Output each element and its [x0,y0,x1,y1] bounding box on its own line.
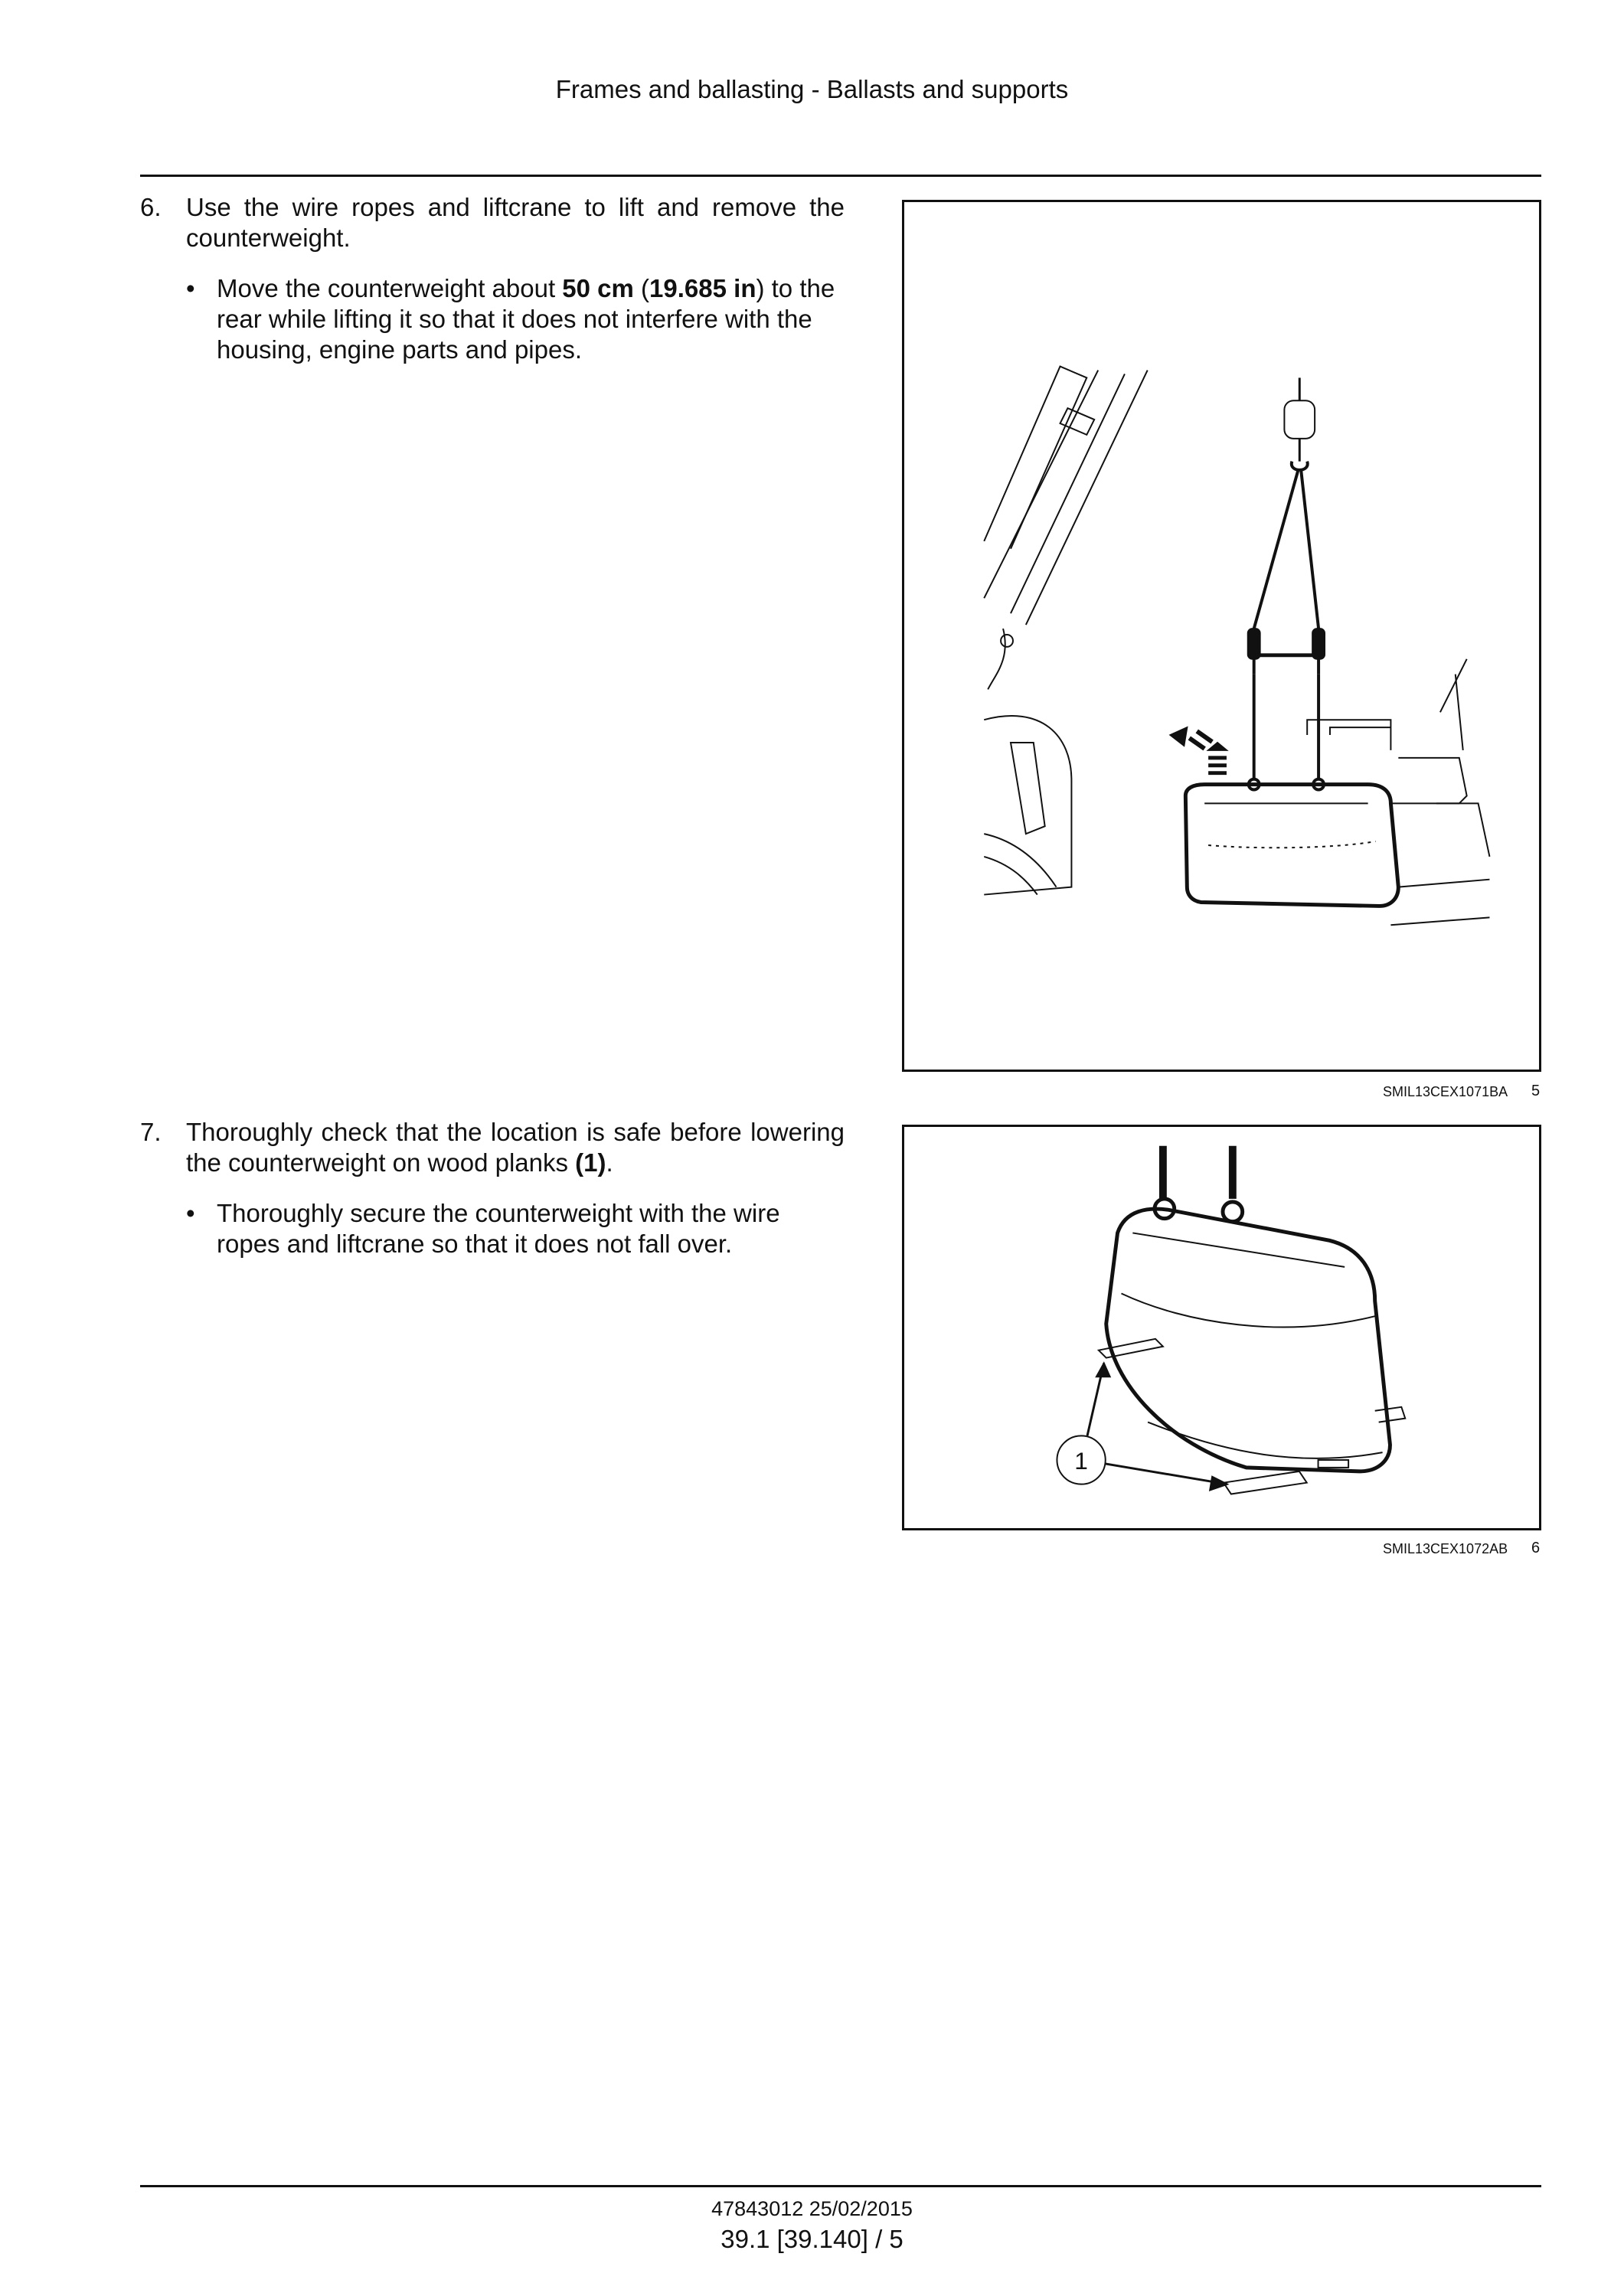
distance-cm: 50 cm [562,274,634,302]
figure-code: SMIL13CEX1072AB [1383,1541,1508,1556]
step-number: 7. [140,1118,162,1146]
lifting-illustration [904,202,1539,1070]
figure-code: SMIL13CEX1071BA [1383,1084,1508,1099]
step-7 [140,1117,845,1259]
footer-document-id: 47843012 25/02/2015 [711,2197,913,2220]
header-rule [140,175,1541,177]
footer-page-number: 39.1 [39.140] / 5 [721,2225,903,2253]
step-7-bullet [186,1198,845,1259]
bullet-icon: • [186,274,195,302]
figure-number: 6 [1531,1540,1541,1556]
step-6-bullet [186,273,845,365]
figure-lifting-counterweight [902,200,1541,1072]
step-number: 6. [140,193,162,221]
callout-reference: (1) [575,1148,606,1177]
distance-in: 19.685 in [649,274,756,302]
step-text: Thoroughly check that the location is safe before lowering the counterweight on wood planks (1). [186,1118,845,1177]
planks-illustration [904,1127,1539,1528]
footer-rule [140,2185,1541,2187]
step-6 [140,192,845,365]
figure-counterweight-on-planks [902,1125,1541,1530]
bullet-text: Thoroughly secure the counterweight with the wire ropes and liftcrane so that it does not fall over. [217,1199,780,1258]
figure-number: 5 [1531,1083,1541,1099]
step-text: Use the wire ropes and liftcrane to lift and remove the counterweight. [186,193,845,252]
page-header-title: Frames and ballasting - Ballasts and supports [555,75,1069,103]
bullet-icon: • [186,1199,195,1227]
callout-label: 1 [1074,1446,1088,1475]
bullet-text: Move the counterweight about 50 cm (19.685 in) to the rear while lifting it so that it does not interfere with the housing, engine parts and pipes. [217,274,835,364]
